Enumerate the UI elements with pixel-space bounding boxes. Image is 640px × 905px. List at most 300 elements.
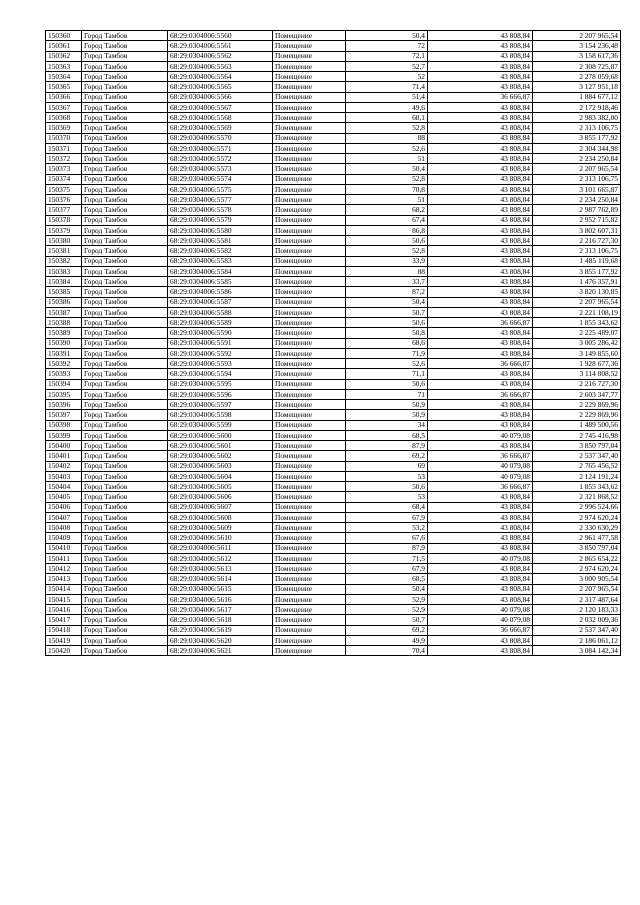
table-row (46, 523, 621, 533)
locality-cell: Город Тамбов (82, 461, 168, 471)
table-row (46, 492, 621, 502)
object-type-cell: Помещение (273, 625, 346, 635)
table-row (46, 625, 621, 635)
cadastral-number-cell: 68:29:0304006:5600 (168, 430, 273, 440)
row-number-cell: 150364 (46, 72, 82, 82)
area-cell: 33,9 (346, 256, 428, 266)
cadastral-value-cell: 1 855 343,62 (533, 482, 621, 492)
area-cell: 52 (346, 72, 428, 82)
cadastral-number-cell: 68:29:0304006:5560 (168, 31, 273, 41)
area-cell: 52,8 (346, 123, 428, 133)
locality-cell: Город Тамбов (82, 471, 168, 481)
cadastral-number-cell: 68:29:0304006:5579 (168, 215, 273, 225)
row-number-cell: 150410 (46, 543, 82, 553)
table-row (46, 266, 621, 276)
table-row (46, 225, 621, 235)
area-cell: 71 (346, 389, 428, 399)
cadastral-value-cell: 2 216 727,30 (533, 236, 621, 246)
cadastral-value-table (45, 30, 621, 656)
cadastral-value-cell: 3 820 130,85 (533, 287, 621, 297)
row-number-cell: 150412 (46, 564, 82, 574)
cadastral-number-cell: 68:29:0304006:5612 (168, 553, 273, 563)
locality-cell: Город Тамбов (82, 164, 168, 174)
cadastral-number-cell: 68:29:0304006:5607 (168, 502, 273, 512)
row-number-cell: 150369 (46, 123, 82, 133)
locality-cell: Город Тамбов (82, 328, 168, 338)
area-cell: 67,6 (346, 533, 428, 543)
object-type-cell: Помещение (273, 61, 346, 71)
specific-value-cell: 43 808,84 (428, 379, 533, 389)
locality-cell: Город Тамбов (82, 553, 168, 563)
locality-cell: Город Тамбов (82, 102, 168, 112)
cadastral-number-cell: 68:29:0304006:5581 (168, 236, 273, 246)
row-number-cell: 150418 (46, 625, 82, 635)
cadastral-number-cell: 68:29:0304006:5598 (168, 410, 273, 420)
row-number-cell: 150416 (46, 605, 82, 615)
object-type-cell: Помещение (273, 246, 346, 256)
area-cell: 51 (346, 195, 428, 205)
row-number-cell: 150373 (46, 164, 82, 174)
specific-value-cell: 43 808,84 (428, 205, 533, 215)
table-row (46, 92, 621, 102)
specific-value-cell: 43 808,84 (428, 512, 533, 522)
locality-cell: Город Тамбов (82, 369, 168, 379)
locality-cell: Город Тамбов (82, 605, 168, 615)
object-type-cell: Помещение (273, 82, 346, 92)
specific-value-cell: 43 808,84 (428, 277, 533, 287)
cadastral-value-cell: 2 974 620,24 (533, 564, 621, 574)
area-cell: 72,1 (346, 51, 428, 61)
row-number-cell: 150402 (46, 461, 82, 471)
table-row (46, 410, 621, 420)
specific-value-cell: 43 808,84 (428, 502, 533, 512)
locality-cell: Город Тамбов (82, 154, 168, 164)
cadastral-value-cell: 2 278 059,68 (533, 72, 621, 82)
row-number-cell: 150395 (46, 389, 82, 399)
table-row (46, 512, 621, 522)
table-row (46, 123, 621, 133)
area-cell: 67,9 (346, 564, 428, 574)
cadastral-number-cell: 68:29:0304006:5594 (168, 369, 273, 379)
cadastral-value-cell: 3 850 797,04 (533, 441, 621, 451)
area-cell: 50,9 (346, 400, 428, 410)
cadastral-number-cell: 68:29:0304006:5616 (168, 594, 273, 604)
table-row (46, 502, 621, 512)
cadastral-number-cell: 68:29:0304006:5568 (168, 113, 273, 123)
object-type-cell: Помещение (273, 420, 346, 430)
locality-cell: Город Тамбов (82, 133, 168, 143)
cadastral-number-cell: 68:29:0304006:5574 (168, 174, 273, 184)
cadastral-number-cell: 68:29:0304006:5584 (168, 266, 273, 276)
object-type-cell: Помещение (273, 615, 346, 625)
specific-value-cell: 43 808,84 (428, 82, 533, 92)
row-number-cell: 150372 (46, 154, 82, 164)
table-row (46, 441, 621, 451)
locality-cell: Город Тамбов (82, 266, 168, 276)
object-type-cell: Помещение (273, 410, 346, 420)
cadastral-number-cell: 68:29:0304006:5588 (168, 307, 273, 317)
locality-cell: Город Тамбов (82, 615, 168, 625)
cadastral-value-cell: 2 120 183,33 (533, 605, 621, 615)
locality-cell: Город Тамбов (82, 441, 168, 451)
cadastral-number-cell: 68:29:0304006:5569 (168, 123, 273, 133)
row-number-cell: 150387 (46, 307, 82, 317)
cadastral-number-cell: 68:29:0304006:5603 (168, 461, 273, 471)
table-row (46, 605, 621, 615)
area-cell: 87,9 (346, 543, 428, 553)
area-cell: 50,6 (346, 379, 428, 389)
area-cell: 50,8 (346, 328, 428, 338)
specific-value-cell: 43 808,84 (428, 307, 533, 317)
area-cell: 50,7 (346, 615, 428, 625)
row-number-cell: 150417 (46, 615, 82, 625)
table-row (46, 205, 621, 215)
object-type-cell: Помещение (273, 523, 346, 533)
area-cell: 68,2 (346, 205, 428, 215)
specific-value-cell: 40 079,08 (428, 615, 533, 625)
table-row (46, 615, 621, 625)
table-row (46, 430, 621, 440)
area-cell: 70,4 (346, 646, 428, 656)
area-cell: 52,9 (346, 594, 428, 604)
object-type-cell: Помещение (273, 297, 346, 307)
cadastral-number-cell: 68:29:0304006:5561 (168, 41, 273, 51)
cadastral-value-cell: 2 313 106,75 (533, 123, 621, 133)
area-cell: 53,2 (346, 523, 428, 533)
locality-cell: Город Тамбов (82, 195, 168, 205)
cadastral-value-cell: 2 765 456,52 (533, 461, 621, 471)
specific-value-cell: 43 808,84 (428, 646, 533, 656)
locality-cell: Город Тамбов (82, 379, 168, 389)
object-type-cell: Помещение (273, 51, 346, 61)
specific-value-cell: 43 808,84 (428, 348, 533, 358)
cadastral-number-cell: 68:29:0304006:5605 (168, 482, 273, 492)
cadastral-value-cell: 2 221 108,19 (533, 307, 621, 317)
cadastral-number-cell: 68:29:0304006:5621 (168, 646, 273, 656)
locality-cell: Город Тамбов (82, 143, 168, 153)
row-number-cell: 150392 (46, 359, 82, 369)
specific-value-cell: 43 808,84 (428, 72, 533, 82)
area-cell: 69,2 (346, 451, 428, 461)
table-row (46, 389, 621, 399)
cadastral-number-cell: 68:29:0304006:5578 (168, 205, 273, 215)
area-cell: 68,5 (346, 574, 428, 584)
specific-value-cell: 43 808,84 (428, 635, 533, 645)
object-type-cell: Помещение (273, 635, 346, 645)
area-cell: 50,6 (346, 236, 428, 246)
specific-value-cell: 43 808,84 (428, 133, 533, 143)
area-cell: 69 (346, 461, 428, 471)
object-type-cell: Помещение (273, 338, 346, 348)
cadastral-value-cell: 2 234 250,84 (533, 154, 621, 164)
row-number-cell: 150379 (46, 225, 82, 235)
cadastral-value-cell: 2 603 347,77 (533, 389, 621, 399)
object-type-cell: Помещение (273, 584, 346, 594)
row-number-cell: 150370 (46, 133, 82, 143)
cadastral-value-cell: 2 974 620,24 (533, 512, 621, 522)
table-row (46, 451, 621, 461)
table-row (46, 584, 621, 594)
cadastral-number-cell: 68:29:0304006:5592 (168, 348, 273, 358)
area-cell: 50,9 (346, 410, 428, 420)
specific-value-cell: 43 808,84 (428, 113, 533, 123)
area-cell: 50,6 (346, 482, 428, 492)
area-cell: 51,4 (346, 92, 428, 102)
area-cell: 49,9 (346, 635, 428, 645)
specific-value-cell: 43 808,84 (428, 184, 533, 194)
locality-cell: Город Тамбов (82, 277, 168, 287)
locality-cell: Город Тамбов (82, 523, 168, 533)
table-row (46, 564, 621, 574)
table-row (46, 461, 621, 471)
row-number-cell: 150361 (46, 41, 82, 51)
object-type-cell: Помещение (273, 430, 346, 440)
specific-value-cell: 36 666,87 (428, 625, 533, 635)
cadastral-number-cell: 68:29:0304006:5610 (168, 533, 273, 543)
table-body (46, 31, 621, 656)
cadastral-value-cell: 2 745 416,98 (533, 430, 621, 440)
cadastral-number-cell: 68:29:0304006:5611 (168, 543, 273, 553)
row-number-cell: 150414 (46, 584, 82, 594)
cadastral-value-cell: 2 124 191,24 (533, 471, 621, 481)
cadastral-number-cell: 68:29:0304006:5570 (168, 133, 273, 143)
table-row (46, 61, 621, 71)
locality-cell: Город Тамбов (82, 61, 168, 71)
cadastral-value-cell: 1 928 677,36 (533, 359, 621, 369)
locality-cell: Город Тамбов (82, 51, 168, 61)
cadastral-number-cell: 68:29:0304006:5566 (168, 92, 273, 102)
cadastral-value-cell: 3 855 177,92 (533, 266, 621, 276)
row-number-cell: 150375 (46, 184, 82, 194)
row-number-cell: 150383 (46, 266, 82, 276)
cadastral-value-cell: 3 084 142,34 (533, 646, 621, 656)
specific-value-cell: 43 808,84 (428, 174, 533, 184)
cadastral-value-cell: 2 865 654,22 (533, 553, 621, 563)
cadastral-number-cell: 68:29:0304006:5596 (168, 389, 273, 399)
area-cell: 68,4 (346, 502, 428, 512)
table-row (46, 379, 621, 389)
table-row (46, 328, 621, 338)
table-row (46, 154, 621, 164)
specific-value-cell: 36 666,87 (428, 482, 533, 492)
specific-value-cell: 43 808,84 (428, 533, 533, 543)
cadastral-value-cell: 2 537 347,40 (533, 625, 621, 635)
object-type-cell: Помещение (273, 287, 346, 297)
table-row (46, 338, 621, 348)
locality-cell: Город Тамбов (82, 41, 168, 51)
cadastral-number-cell: 68:29:0304006:5585 (168, 277, 273, 287)
specific-value-cell: 43 808,84 (428, 246, 533, 256)
cadastral-value-cell: 3 114 808,52 (533, 369, 621, 379)
cadastral-value-cell: 2 216 727,30 (533, 379, 621, 389)
area-cell: 88 (346, 133, 428, 143)
object-type-cell: Помещение (273, 184, 346, 194)
table-row (46, 51, 621, 61)
specific-value-cell: 43 808,84 (428, 574, 533, 584)
object-type-cell: Помещение (273, 328, 346, 338)
locality-cell: Город Тамбов (82, 492, 168, 502)
table-row (46, 297, 621, 307)
locality-cell: Город Тамбов (82, 297, 168, 307)
area-cell: 50,7 (346, 307, 428, 317)
table-row (46, 471, 621, 481)
locality-cell: Город Тамбов (82, 256, 168, 266)
cadastral-number-cell: 68:29:0304006:5563 (168, 61, 273, 71)
locality-cell: Город Тамбов (82, 625, 168, 635)
cadastral-number-cell: 68:29:0304006:5619 (168, 625, 273, 635)
row-number-cell: 150406 (46, 502, 82, 512)
row-number-cell: 150393 (46, 369, 82, 379)
table-row (46, 348, 621, 358)
cadastral-number-cell: 68:29:0304006:5595 (168, 379, 273, 389)
specific-value-cell: 43 808,84 (428, 195, 533, 205)
cadastral-number-cell: 68:29:0304006:5597 (168, 400, 273, 410)
cadastral-value-cell: 2 207 965,54 (533, 297, 621, 307)
table-row (46, 31, 621, 41)
specific-value-cell: 43 808,84 (428, 123, 533, 133)
area-cell: 71,5 (346, 553, 428, 563)
locality-cell: Город Тамбов (82, 184, 168, 194)
object-type-cell: Помещение (273, 502, 346, 512)
object-type-cell: Помещение (273, 256, 346, 266)
table-row (46, 533, 621, 543)
locality-cell: Город Тамбов (82, 646, 168, 656)
area-cell: 72 (346, 41, 428, 51)
locality-cell: Город Тамбов (82, 236, 168, 246)
cadastral-value-cell: 2 996 524,66 (533, 502, 621, 512)
locality-cell: Город Тамбов (82, 502, 168, 512)
object-type-cell: Помещение (273, 533, 346, 543)
row-number-cell: 150374 (46, 174, 82, 184)
cadastral-value-cell: 1 489 500,56 (533, 420, 621, 430)
table-row (46, 400, 621, 410)
cadastral-number-cell: 68:29:0304006:5618 (168, 615, 273, 625)
cadastral-value-cell: 2 304 344,98 (533, 143, 621, 153)
area-cell: 87,9 (346, 441, 428, 451)
cadastral-number-cell: 68:29:0304006:5589 (168, 318, 273, 328)
cadastral-value-cell: 2 308 725,87 (533, 61, 621, 71)
cadastral-number-cell: 68:29:0304006:5609 (168, 523, 273, 533)
cadastral-number-cell: 68:29:0304006:5586 (168, 287, 273, 297)
object-type-cell: Помещение (273, 92, 346, 102)
specific-value-cell: 43 808,84 (428, 492, 533, 502)
area-cell: 52,6 (346, 359, 428, 369)
object-type-cell: Помещение (273, 113, 346, 123)
area-cell: 53 (346, 471, 428, 481)
cadastral-value-cell: 2 961 477,58 (533, 533, 621, 543)
object-type-cell: Помещение (273, 307, 346, 317)
row-number-cell: 150382 (46, 256, 82, 266)
cadastral-value-cell: 3 000 905,54 (533, 574, 621, 584)
locality-cell: Город Тамбов (82, 389, 168, 399)
locality-cell: Город Тамбов (82, 123, 168, 133)
row-number-cell: 150397 (46, 410, 82, 420)
cadastral-number-cell: 68:29:0304006:5590 (168, 328, 273, 338)
table-row (46, 41, 621, 51)
table-row (46, 246, 621, 256)
object-type-cell: Помещение (273, 594, 346, 604)
specific-value-cell: 43 808,84 (428, 420, 533, 430)
cadastral-value-cell: 3 802 607,31 (533, 225, 621, 235)
object-type-cell: Помещение (273, 133, 346, 143)
locality-cell: Город Тамбов (82, 92, 168, 102)
cadastral-value-cell: 2 321 868,52 (533, 492, 621, 502)
row-number-cell: 150381 (46, 246, 82, 256)
area-cell: 51 (346, 154, 428, 164)
row-number-cell: 150411 (46, 553, 82, 563)
locality-cell: Город Тамбов (82, 584, 168, 594)
cadastral-value-cell: 2 207 965,54 (533, 31, 621, 41)
specific-value-cell: 43 808,84 (428, 164, 533, 174)
specific-value-cell: 40 079,08 (428, 605, 533, 615)
table-row (46, 215, 621, 225)
table-row (46, 574, 621, 584)
object-type-cell: Помещение (273, 471, 346, 481)
specific-value-cell: 36 666,87 (428, 359, 533, 369)
row-number-cell: 150408 (46, 523, 82, 533)
specific-value-cell: 36 666,87 (428, 451, 533, 461)
table-row (46, 102, 621, 112)
row-number-cell: 150360 (46, 31, 82, 41)
area-cell: 50,4 (346, 31, 428, 41)
row-number-cell: 150388 (46, 318, 82, 328)
row-number-cell: 150380 (46, 236, 82, 246)
table-row (46, 420, 621, 430)
cadastral-number-cell: 68:29:0304006:5599 (168, 420, 273, 430)
locality-cell: Город Тамбов (82, 338, 168, 348)
cadastral-value-cell: 2 229 869,96 (533, 410, 621, 420)
cadastral-number-cell: 68:29:0304006:5583 (168, 256, 273, 266)
cadastral-value-cell: 2 225 489,07 (533, 328, 621, 338)
row-number-cell: 150362 (46, 51, 82, 61)
object-type-cell: Помещение (273, 400, 346, 410)
table-row (46, 543, 621, 553)
specific-value-cell: 40 079,08 (428, 461, 533, 471)
table-row (46, 72, 621, 82)
object-type-cell: Помещение (273, 369, 346, 379)
cadastral-number-cell: 68:29:0304006:5591 (168, 338, 273, 348)
row-number-cell: 150400 (46, 441, 82, 451)
cadastral-value-cell: 3 127 951,18 (533, 82, 621, 92)
locality-cell: Город Тамбов (82, 287, 168, 297)
row-number-cell: 150404 (46, 482, 82, 492)
area-cell: 50,6 (346, 318, 428, 328)
locality-cell: Город Тамбов (82, 594, 168, 604)
cadastral-value-cell: 1 884 677,12 (533, 92, 621, 102)
table-row (46, 143, 621, 153)
cadastral-value-cell: 2 207 965,54 (533, 584, 621, 594)
cadastral-number-cell: 68:29:0304006:5565 (168, 82, 273, 92)
specific-value-cell: 43 808,84 (428, 523, 533, 533)
object-type-cell: Помещение (273, 646, 346, 656)
area-cell: 68,1 (346, 113, 428, 123)
object-type-cell: Помещение (273, 236, 346, 246)
cadastral-value-cell: 3 005 286,42 (533, 338, 621, 348)
cadastral-number-cell: 68:29:0304006:5604 (168, 471, 273, 481)
table-row (46, 174, 621, 184)
row-number-cell: 150403 (46, 471, 82, 481)
specific-value-cell: 43 808,84 (428, 287, 533, 297)
area-cell: 67,9 (346, 512, 428, 522)
cadastral-number-cell: 68:29:0304006:5573 (168, 164, 273, 174)
cadastral-number-cell: 68:29:0304006:5572 (168, 154, 273, 164)
specific-value-cell: 40 079,08 (428, 553, 533, 563)
specific-value-cell: 43 808,84 (428, 102, 533, 112)
area-cell: 52,6 (346, 143, 428, 153)
cadastral-value-cell: 3 149 855,60 (533, 348, 621, 358)
cadastral-value-cell: 2 537 347,40 (533, 451, 621, 461)
row-number-cell: 150413 (46, 574, 82, 584)
